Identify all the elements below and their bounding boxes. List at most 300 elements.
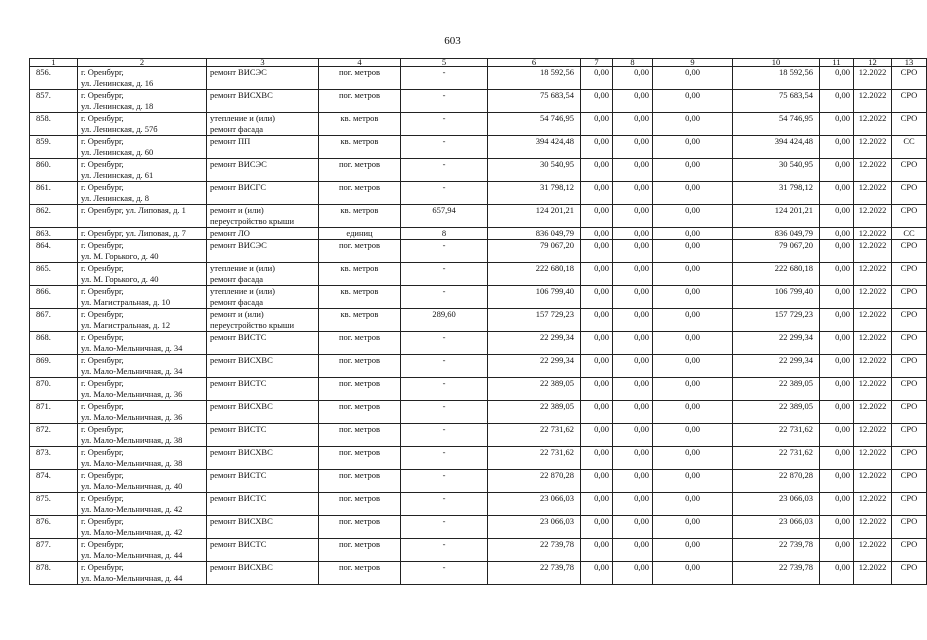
col11-cell xyxy=(820,539,854,562)
column-header: 13 xyxy=(892,59,927,67)
date-cell xyxy=(854,401,892,424)
address-cell xyxy=(78,562,207,585)
date-cell xyxy=(854,378,892,401)
quantity: - xyxy=(442,159,446,169)
total-cost-cell xyxy=(488,228,581,240)
col8-value: 0,00 xyxy=(634,90,649,100)
row-number-cell xyxy=(30,309,78,332)
col10-value: 23 066,03 xyxy=(779,493,813,503)
total-cost-cell xyxy=(488,493,581,516)
column-header: 7 xyxy=(581,59,613,67)
date-cell xyxy=(854,205,892,228)
quantity-cell xyxy=(401,205,488,228)
unit: пог. метров xyxy=(338,424,381,434)
address-line: г. Оренбург, xyxy=(81,539,124,549)
col7-cell xyxy=(581,332,613,355)
col8-value: 0,00 xyxy=(634,159,649,169)
unit: пог. метров xyxy=(338,182,381,192)
address-line: ул. Мало-Мельничная, д. 42 xyxy=(81,504,183,514)
col8-cell xyxy=(613,136,653,159)
col11-value: 0,00 xyxy=(835,309,850,319)
col8-value: 0,00 xyxy=(634,355,649,365)
row-number: 869. xyxy=(36,355,51,365)
total-cost-cell xyxy=(488,263,581,286)
col11-value: 0,00 xyxy=(835,159,850,169)
col10-value: 22 739,78 xyxy=(779,539,813,549)
works-table xyxy=(29,58,927,585)
col7-cell xyxy=(581,424,613,447)
column-header: 4 xyxy=(319,59,401,67)
funding-code: СРО xyxy=(900,493,918,503)
funding-code: СРО xyxy=(900,470,918,480)
column-header: 9 xyxy=(653,59,733,67)
col11-value: 0,00 xyxy=(835,67,850,77)
col11-value: 0,00 xyxy=(835,562,850,572)
unit: единиц xyxy=(346,228,373,238)
work-type-cell xyxy=(207,228,319,240)
unit-cell xyxy=(319,113,401,136)
table-row xyxy=(30,136,927,159)
col10-cell xyxy=(733,562,820,585)
work-type-line: переустройство крыши xyxy=(210,320,295,330)
work-type-cell xyxy=(207,286,319,309)
work-type-line: ремонт ВИСХВС xyxy=(210,401,273,411)
address-line: ул. Мало-Мельничная, д. 38 xyxy=(81,458,183,468)
total-cost: 22 731,62 xyxy=(540,447,574,457)
row-number: 873. xyxy=(36,447,51,457)
total-cost-cell xyxy=(488,240,581,263)
col10-cell xyxy=(733,332,820,355)
col9-value: 0,00 xyxy=(685,240,700,250)
quantity: - xyxy=(442,286,446,296)
col11-cell xyxy=(820,228,854,240)
completion-date: 12.2022 xyxy=(858,332,887,342)
col11-cell xyxy=(820,90,854,113)
address-line: г. Оренбург, ул. Липовая, д. 7 xyxy=(81,228,186,238)
col7-cell xyxy=(581,355,613,378)
work-type-line: ремонт фасада xyxy=(210,274,264,284)
address-cell xyxy=(78,424,207,447)
unit: пог. метров xyxy=(338,332,381,342)
date-cell xyxy=(854,240,892,263)
col8-cell xyxy=(613,424,653,447)
row-number: 863. xyxy=(36,228,51,238)
col8-cell xyxy=(613,447,653,470)
total-cost-cell xyxy=(488,286,581,309)
total-cost: 54 746,95 xyxy=(540,113,574,123)
col9-cell xyxy=(653,286,733,309)
col8-value: 0,00 xyxy=(634,562,649,572)
col9-cell xyxy=(653,228,733,240)
work-type-line: ремонт ВИСТС xyxy=(210,470,267,480)
code-cell xyxy=(892,332,927,355)
col9-cell xyxy=(653,447,733,470)
row-number-cell xyxy=(30,90,78,113)
col10-value: 124 201,21 xyxy=(774,205,813,215)
col8-value: 0,00 xyxy=(634,228,649,238)
col10-value: 836 049,79 xyxy=(774,228,813,238)
address-line: ул. М. Горького, д. 40 xyxy=(81,251,159,261)
col7-cell xyxy=(581,286,613,309)
col9-value: 0,00 xyxy=(685,378,700,388)
quantity: - xyxy=(442,332,446,342)
work-type-cell xyxy=(207,136,319,159)
unit-cell xyxy=(319,182,401,205)
unit: пог. метров xyxy=(338,401,381,411)
unit-cell xyxy=(319,240,401,263)
col7-value: 0,00 xyxy=(594,447,609,457)
col10-cell xyxy=(733,493,820,516)
work-type-cell xyxy=(207,470,319,493)
funding-code: СРО xyxy=(900,113,918,123)
col11-value: 0,00 xyxy=(835,228,850,238)
completion-date: 12.2022 xyxy=(858,286,887,296)
address-line: ул. Ленинская, д. 57б xyxy=(81,124,158,134)
col10-value: 22 731,62 xyxy=(779,447,813,457)
col11-cell xyxy=(820,562,854,585)
row-number-cell xyxy=(30,332,78,355)
col10-cell xyxy=(733,136,820,159)
col7-value: 0,00 xyxy=(594,286,609,296)
unit: пог. метров xyxy=(338,562,381,572)
col7-value: 0,00 xyxy=(594,205,609,215)
total-cost-cell xyxy=(488,401,581,424)
col7-value: 0,00 xyxy=(594,493,609,503)
col7-cell xyxy=(581,447,613,470)
code-cell xyxy=(892,424,927,447)
col11-cell xyxy=(820,493,854,516)
total-cost: 22 299,34 xyxy=(540,355,574,365)
col7-value: 0,00 xyxy=(594,516,609,526)
code-cell xyxy=(892,182,927,205)
work-type-line: ремонт ВИСТС xyxy=(210,493,267,503)
col9-value: 0,00 xyxy=(685,332,700,342)
col9-value: 0,00 xyxy=(685,286,700,296)
col10-value: 157 729,23 xyxy=(774,309,813,319)
col8-cell xyxy=(613,516,653,539)
col8-value: 0,00 xyxy=(634,240,649,250)
col10-cell xyxy=(733,401,820,424)
work-type-cell xyxy=(207,332,319,355)
work-type-cell xyxy=(207,447,319,470)
unit-cell xyxy=(319,470,401,493)
unit-cell xyxy=(319,401,401,424)
address-line: ул. М. Горького, д. 40 xyxy=(81,274,159,284)
quantity-cell xyxy=(401,182,488,205)
address-line: ул. Мало-Мельничная, д. 44 xyxy=(81,550,183,560)
table-row xyxy=(30,182,927,205)
quantity: - xyxy=(442,182,446,192)
address-cell xyxy=(78,182,207,205)
col10-value: 22 389,05 xyxy=(779,401,813,411)
address-line: г. Оренбург, xyxy=(81,159,124,169)
col8-cell xyxy=(613,401,653,424)
total-cost-cell xyxy=(488,539,581,562)
row-number: 859. xyxy=(36,136,51,146)
work-type-line: ремонт ВИСЭС xyxy=(210,240,267,250)
col11-value: 0,00 xyxy=(835,286,850,296)
work-type-cell xyxy=(207,378,319,401)
total-cost-cell xyxy=(488,355,581,378)
address-line: ул. Ленинская, д. 60 xyxy=(81,147,154,157)
col7-cell xyxy=(581,263,613,286)
date-cell xyxy=(854,470,892,493)
col10-value: 75 683,54 xyxy=(779,90,813,100)
col10-value: 30 540,95 xyxy=(779,159,813,169)
funding-code: СС xyxy=(903,228,915,238)
funding-code: СРО xyxy=(900,182,918,192)
column-header: 10 xyxy=(733,59,820,67)
date-cell xyxy=(854,309,892,332)
funding-code: СРО xyxy=(900,159,918,169)
date-cell xyxy=(854,228,892,240)
completion-date: 12.2022 xyxy=(858,136,887,146)
quantity-cell xyxy=(401,332,488,355)
col8-cell xyxy=(613,286,653,309)
col11-value: 0,00 xyxy=(835,539,850,549)
quantity-cell xyxy=(401,228,488,240)
completion-date: 12.2022 xyxy=(858,228,887,238)
col9-cell xyxy=(653,136,733,159)
column-header-row xyxy=(30,59,927,67)
unit-cell xyxy=(319,562,401,585)
col10-value: 54 746,95 xyxy=(779,113,813,123)
work-type-line: утепление и (или) xyxy=(210,286,275,296)
date-cell xyxy=(854,493,892,516)
row-number-cell xyxy=(30,182,78,205)
col8-value: 0,00 xyxy=(634,378,649,388)
address-cell xyxy=(78,447,207,470)
row-number: 877. xyxy=(36,539,51,549)
unit-cell xyxy=(319,286,401,309)
code-cell xyxy=(892,90,927,113)
col7-cell xyxy=(581,182,613,205)
total-cost-cell xyxy=(488,424,581,447)
col9-value: 0,00 xyxy=(685,113,700,123)
col10-cell xyxy=(733,447,820,470)
table-row xyxy=(30,447,927,470)
total-cost: 394 424,48 xyxy=(535,136,574,146)
row-number-cell xyxy=(30,286,78,309)
address-line: г. Оренбург, xyxy=(81,309,124,319)
unit-cell xyxy=(319,159,401,182)
col9-value: 0,00 xyxy=(685,539,700,549)
col7-cell xyxy=(581,378,613,401)
work-type-cell xyxy=(207,355,319,378)
code-cell xyxy=(892,205,927,228)
funding-code: СРО xyxy=(900,332,918,342)
col9-cell xyxy=(653,159,733,182)
col10-cell xyxy=(733,470,820,493)
table-row xyxy=(30,309,927,332)
col8-value: 0,00 xyxy=(634,470,649,480)
column-header: 2 xyxy=(78,59,207,67)
quantity-cell xyxy=(401,159,488,182)
work-type-line: ремонт ВИСЭС xyxy=(210,159,267,169)
col11-cell xyxy=(820,159,854,182)
col8-cell xyxy=(613,332,653,355)
col8-cell xyxy=(613,263,653,286)
funding-code: СРО xyxy=(900,90,918,100)
col11-cell xyxy=(820,182,854,205)
address-line: г. Оренбург, xyxy=(81,447,124,457)
address-line: г. Оренбург, xyxy=(81,493,124,503)
row-number-cell xyxy=(30,447,78,470)
quantity-cell xyxy=(401,378,488,401)
completion-date: 12.2022 xyxy=(858,401,887,411)
completion-date: 12.2022 xyxy=(858,470,887,480)
unit: пог. метров xyxy=(338,159,381,169)
col9-cell xyxy=(653,401,733,424)
col10-value: 18 592,56 xyxy=(779,67,813,77)
col11-cell xyxy=(820,378,854,401)
work-type-cell xyxy=(207,182,319,205)
row-number-cell xyxy=(30,205,78,228)
table-row xyxy=(30,355,927,378)
quantity-cell xyxy=(401,263,488,286)
table-row xyxy=(30,516,927,539)
table-row xyxy=(30,228,927,240)
row-number-cell xyxy=(30,470,78,493)
quantity-cell xyxy=(401,470,488,493)
table-row xyxy=(30,159,927,182)
row-number-cell xyxy=(30,516,78,539)
table-row xyxy=(30,286,927,309)
quantity: - xyxy=(442,539,446,549)
quantity-cell xyxy=(401,424,488,447)
unit: пог. метров xyxy=(338,240,381,250)
total-cost-cell xyxy=(488,182,581,205)
completion-date: 12.2022 xyxy=(858,240,887,250)
funding-code: СРО xyxy=(900,355,918,365)
quantity: - xyxy=(442,113,446,123)
col11-value: 0,00 xyxy=(835,205,850,215)
completion-date: 12.2022 xyxy=(858,205,887,215)
funding-code: СРО xyxy=(900,240,918,250)
col7-value: 0,00 xyxy=(594,309,609,319)
table-row xyxy=(30,205,927,228)
unit-cell xyxy=(319,539,401,562)
address-line: ул. Мало-Мельничная, д. 36 xyxy=(81,389,183,399)
address-cell xyxy=(78,401,207,424)
work-type-line: ремонт ВИСХВС xyxy=(210,90,273,100)
table-row xyxy=(30,90,927,113)
quantity: - xyxy=(442,516,446,526)
unit: пог. метров xyxy=(338,493,381,503)
col9-cell xyxy=(653,67,733,90)
column-header: 6 xyxy=(488,59,581,67)
funding-code: СРО xyxy=(900,424,918,434)
address-line: г. Оренбург, xyxy=(81,332,124,342)
col8-value: 0,00 xyxy=(634,424,649,434)
col11-value: 0,00 xyxy=(835,447,850,457)
col8-cell xyxy=(613,470,653,493)
col7-cell xyxy=(581,90,613,113)
col10-value: 22 739,78 xyxy=(779,562,813,572)
row-number: 860. xyxy=(36,159,51,169)
table-row xyxy=(30,67,927,90)
col11-value: 0,00 xyxy=(835,182,850,192)
col11-value: 0,00 xyxy=(835,240,850,250)
quantity: - xyxy=(442,562,446,572)
address-cell xyxy=(78,113,207,136)
date-cell xyxy=(854,447,892,470)
work-type-line: утепление и (или) xyxy=(210,113,275,123)
work-type-cell xyxy=(207,67,319,90)
address-line: ул. Магистральная, д. 12 xyxy=(81,320,171,330)
col7-value: 0,00 xyxy=(594,90,609,100)
quantity: - xyxy=(442,447,446,457)
funding-code: СРО xyxy=(900,539,918,549)
date-cell xyxy=(854,136,892,159)
col8-cell xyxy=(613,182,653,205)
col11-cell xyxy=(820,205,854,228)
funding-code: СРО xyxy=(900,562,918,572)
row-number: 868. xyxy=(36,332,51,342)
work-type-line: ремонт ВИСЭС xyxy=(210,67,267,77)
table-row xyxy=(30,424,927,447)
col9-cell xyxy=(653,539,733,562)
column-header: 8 xyxy=(613,59,653,67)
funding-code: СРО xyxy=(900,516,918,526)
date-cell xyxy=(854,424,892,447)
address-cell xyxy=(78,470,207,493)
completion-date: 12.2022 xyxy=(858,309,887,319)
col11-value: 0,00 xyxy=(835,113,850,123)
work-type-cell xyxy=(207,263,319,286)
total-cost-cell xyxy=(488,205,581,228)
total-cost: 836 049,79 xyxy=(535,228,574,238)
code-cell xyxy=(892,355,927,378)
date-cell xyxy=(854,67,892,90)
col9-cell xyxy=(653,470,733,493)
col10-value: 22 299,34 xyxy=(779,332,813,342)
col11-value: 0,00 xyxy=(835,136,850,146)
unit: кв. метров xyxy=(340,263,379,273)
col9-value: 0,00 xyxy=(685,562,700,572)
col8-cell xyxy=(613,113,653,136)
row-number: 861. xyxy=(36,182,51,192)
total-cost: 23 066,03 xyxy=(540,516,574,526)
unit-cell xyxy=(319,228,401,240)
address-line: г. Оренбург, xyxy=(81,240,124,250)
address-cell xyxy=(78,67,207,90)
row-number: 866. xyxy=(36,286,51,296)
address-line: ул. Мало-Мельничная, д. 44 xyxy=(81,573,183,583)
total-cost-cell xyxy=(488,159,581,182)
col11-value: 0,00 xyxy=(835,516,850,526)
col11-cell xyxy=(820,263,854,286)
date-cell xyxy=(854,182,892,205)
col9-value: 0,00 xyxy=(685,516,700,526)
col10-cell xyxy=(733,205,820,228)
address-line: ул. Мало-Мельничная, д. 38 xyxy=(81,435,183,445)
col8-value: 0,00 xyxy=(634,263,649,273)
col10-value: 79 067,20 xyxy=(779,240,813,250)
address-cell xyxy=(78,378,207,401)
col8-value: 0,00 xyxy=(634,401,649,411)
address-line: ул. Мало-Мельничная, д. 34 xyxy=(81,343,183,353)
total-cost: 22 389,05 xyxy=(540,378,574,388)
col7-value: 0,00 xyxy=(594,263,609,273)
address-line: г. Оренбург, xyxy=(81,355,124,365)
row-number-cell xyxy=(30,228,78,240)
work-type-line: ремонт ВИСХВС xyxy=(210,562,273,572)
col9-cell xyxy=(653,355,733,378)
total-cost: 22 731,62 xyxy=(540,424,574,434)
code-cell xyxy=(892,539,927,562)
col9-value: 0,00 xyxy=(685,136,700,146)
